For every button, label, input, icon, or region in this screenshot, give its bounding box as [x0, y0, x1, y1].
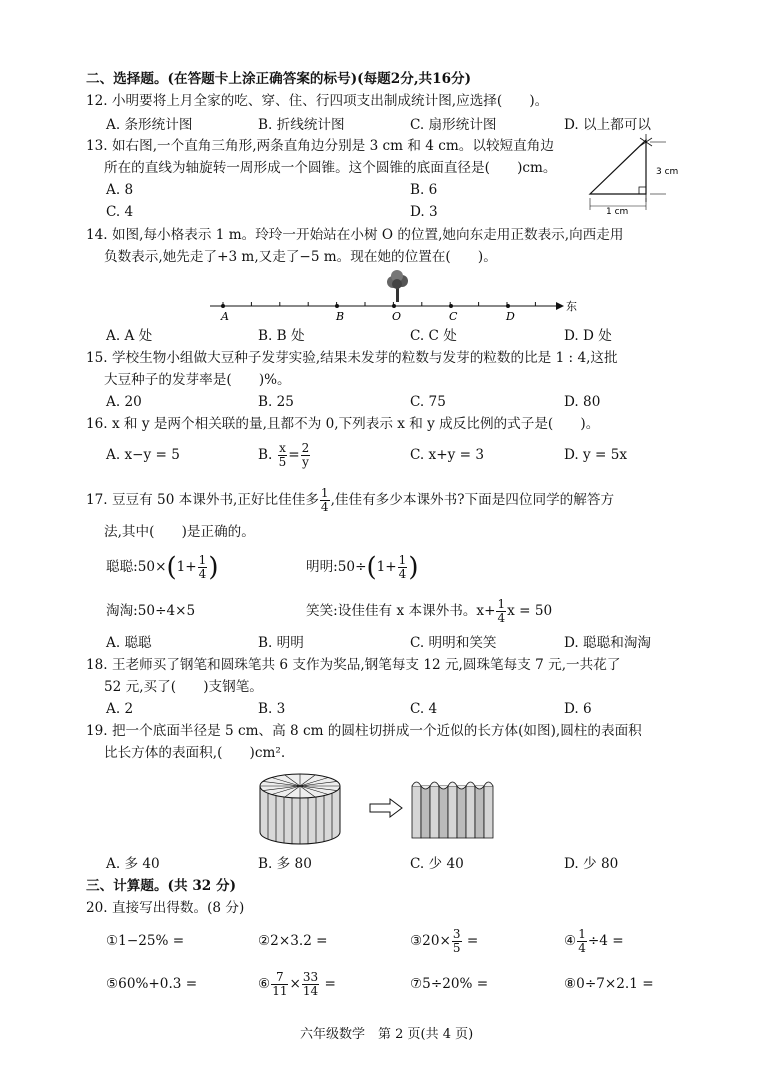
option-d: D. 聪聪和淘淘 — [564, 635, 652, 651]
expr-part: ⑥ — [258, 976, 271, 992]
option-b: B. 25 — [258, 394, 294, 410]
question-17-line1 — [86, 483, 614, 517]
option-a: A. 聪聪 — [106, 635, 152, 651]
fraction — [301, 442, 311, 469]
point-marker — [449, 304, 453, 308]
fraction — [452, 928, 462, 955]
fraction — [198, 554, 208, 581]
question-15-line2: 大豆种子的发芽率是( )%。 — [104, 372, 291, 388]
east-label: 东 — [566, 300, 577, 313]
option-a: A. 20 — [106, 394, 142, 410]
fraction — [278, 442, 288, 469]
question-12: 12. 小明要将上月全家的吃、穿、住、行四项支出制成统计图,应选择( )。 — [86, 93, 549, 109]
numerator: 1 — [320, 486, 329, 500]
denominator: 4 — [198, 567, 207, 581]
option-d: D. 少 80 — [564, 856, 619, 872]
cuboid-slice — [430, 786, 439, 838]
cuboid — [412, 782, 493, 838]
solution-mingming — [306, 550, 418, 584]
question-18-line1: 18. 王老师买了钢笔和圆珠笔共 6 支作为奖品,钢笔每支 12 元,圆珠笔每支 7 元,一共花了 — [86, 657, 621, 673]
denominator: 5 — [452, 941, 461, 955]
cuboid-slice — [457, 786, 466, 838]
point-d: D — [506, 310, 515, 323]
option-a: A. 8 — [106, 182, 134, 198]
numerator: 1 — [497, 597, 506, 611]
expr-part: ④ — [564, 933, 577, 949]
denominator: 4 — [320, 500, 329, 514]
question-13-line1: 13. 如右图,一个直角三角形,两条直角边分别是 3 cm 和 4 cm。以较短直角边 — [86, 138, 554, 154]
paren: ( — [166, 552, 177, 583]
expression-5: ⑤60%+0.3 = — [106, 976, 198, 992]
cuboid-slice — [466, 786, 475, 838]
fraction — [496, 598, 506, 625]
option-b: B. 折线统计图 — [258, 117, 345, 133]
option-c: C. 4 — [106, 204, 134, 220]
option-d: D. y = 5x — [564, 447, 628, 463]
denominator: 5 — [278, 455, 287, 469]
solution-name: 明明:50÷ — [306, 559, 367, 575]
cuboid-slice — [448, 786, 457, 838]
equation-part: x+ — [476, 603, 496, 619]
option-b: B. 3 — [258, 701, 286, 717]
question-15-line1: 15. 学校生物小组做大豆种子发芽实验,结果未发芽的粒数与发芽的粒数的比是 1 : 4,这批 — [86, 350, 618, 366]
number-line — [200, 268, 590, 324]
question-18-line2: 52 元,买了( )支钢笔。 — [104, 679, 263, 695]
option-d: D. 6 — [564, 701, 592, 717]
cuboid-slice-top — [412, 782, 421, 786]
height-label: 3 cm — [656, 167, 679, 177]
expr-part: ③20× — [410, 933, 451, 949]
option-c: C. C 处 — [410, 328, 457, 344]
arrow-icon — [370, 799, 402, 817]
option-d: D. 80 — [564, 394, 601, 410]
cuboid-slice — [439, 786, 448, 838]
denominator: 4 — [578, 941, 586, 955]
option-c: C. 扇形统计图 — [410, 117, 497, 133]
denominator: 14 — [302, 984, 319, 998]
question-14-line1: 14. 如图,每小格表示 1 m。玲玲一开始站在小树 O 的位置,她向东走用正数表示,向西走用 — [86, 227, 624, 243]
solution-congcong — [106, 550, 218, 584]
option-c: C. x+y = 3 — [410, 447, 484, 463]
point-marker — [221, 304, 225, 308]
solution-text: 笑笑:设佳佳有 x 本课外书。 — [306, 603, 477, 619]
expression-8: ⑧0÷7×2.1 = — [564, 976, 654, 992]
option-a: A. 2 — [106, 701, 134, 717]
numerator: x — [279, 441, 286, 455]
section-title: 三、计算题。(共 32 分) — [86, 878, 236, 894]
option-d: D. 3 — [410, 204, 438, 220]
cylinder-to-cuboid-figure — [256, 768, 516, 848]
numerator: 2 — [301, 441, 310, 455]
cylinder — [260, 774, 340, 844]
inner-expr: 1+ — [176, 559, 197, 575]
question-19-line1: 19. 把一个底面半径是 5 cm、高 8 cm 的圆柱切拼成一个近似的长方体(如图),圆柱的表面积 — [86, 723, 642, 739]
solution-taotao: 淘淘:50÷4×5 — [106, 603, 196, 619]
equation-part: x = 50 — [507, 603, 553, 619]
option-d: D. 以上都可以 — [564, 117, 652, 133]
question-19-line2: 比长方体的表面积,( )cm². — [104, 745, 286, 761]
point-b: B — [336, 310, 345, 323]
cuboid-slice-top — [466, 782, 475, 786]
point-o: O — [392, 310, 402, 323]
option-b: B. B 处 — [258, 328, 305, 344]
expression-4 — [564, 924, 624, 958]
fraction — [577, 928, 587, 955]
section-title: 二、选择题。(在答题卡上涂正确答案的标号)(每题2分,共16分) — [86, 71, 472, 87]
fraction — [398, 554, 408, 581]
cuboid-slice-top — [430, 782, 439, 786]
tree-icon — [387, 270, 408, 302]
expr-part: = — [462, 933, 479, 949]
numerator: 1 — [398, 553, 407, 567]
point-c: C — [449, 310, 458, 323]
cuboid-slice-top — [484, 782, 493, 786]
question-17-line2: 法,其中( )是正确的。 — [104, 524, 255, 540]
option-d: D. D 处 — [564, 328, 612, 344]
numerator: 33 — [302, 970, 319, 984]
question-16: 16. x 和 y 是两个相关联的量,且都不为 0,下列表示 x 和 y 成反比例的式子是( )。 — [86, 416, 600, 432]
point-marker — [392, 304, 396, 308]
option-c: C. 75 — [410, 394, 446, 410]
cuboid-slice — [421, 786, 430, 838]
option-b: B. 6 — [410, 182, 438, 198]
inner-expr: 1+ — [376, 559, 397, 575]
option-c: C. 4 — [410, 701, 438, 717]
denominator: 4 — [497, 611, 506, 625]
cuboid-slice — [484, 786, 493, 838]
paren: ) — [208, 552, 219, 583]
paren: ( — [366, 552, 377, 583]
expr-part: ÷4 = — [587, 933, 624, 949]
option-b: B. 明明 — [258, 635, 304, 651]
fraction — [320, 487, 330, 514]
expression-3 — [410, 924, 478, 958]
option-b-prefix: B. — [258, 447, 273, 463]
fraction — [271, 971, 288, 998]
point-a: A — [221, 310, 229, 323]
expression-2: ②2×3.2 = — [258, 933, 328, 949]
option-b: B. $\frac{x}{5}$ = $\frac{2}{y}$ — [258, 441, 310, 469]
stem-part: ,佳佳有多少本课外书?下面是四位同学的解答方 — [330, 492, 615, 508]
expression-6: ⑥ $\frac{7}{11}$ × $\frac{33}{14}$ = — [258, 970, 336, 998]
option-a: A. x−y = 5 — [106, 447, 180, 463]
point-marker — [506, 304, 510, 308]
numerator: 3 — [452, 927, 461, 941]
solution-xiaoxiao — [306, 594, 552, 628]
question-20: 20. 直接写出得数。(8 分) — [86, 900, 245, 916]
denominator: 4 — [398, 567, 407, 581]
option-c: C. 少 40 — [410, 856, 464, 872]
numerator: 1 — [198, 553, 207, 567]
expression-1: ①1−25% = — [106, 933, 185, 949]
question-14-line2: 负数表示,她先走了+3 m,又走了−5 m。现在她的位置在( )。 — [104, 249, 497, 265]
cuboid-slice — [475, 786, 484, 838]
numerator: 7 — [271, 971, 288, 985]
base-label: 1 cm — [606, 207, 629, 217]
expression-7: ⑦5÷20% = — [410, 976, 489, 992]
cuboid-slice — [412, 786, 421, 838]
option-b: B. 多 80 — [258, 856, 312, 872]
fraction — [302, 971, 319, 998]
denominator: y — [302, 455, 309, 469]
paren: ) — [408, 552, 419, 583]
point-marker — [335, 304, 339, 308]
page-footer: 六年级数学 第 2 页(共 4 页) — [300, 1027, 474, 1042]
numerator: 1 — [578, 927, 586, 941]
option-a: A. 多 40 — [106, 856, 160, 872]
question-13-line2: 所在的直线为轴旋转一周形成一个圆锥。这个圆锥的底面直径是( )cm。 — [104, 160, 557, 176]
denominator: 11 — [272, 984, 288, 998]
expr-part: = — [320, 976, 336, 992]
option-a: A. 条形统计图 — [106, 117, 193, 133]
stem-part: 17. 豆豆有 50 本课外书,正好比佳佳多 — [86, 492, 319, 508]
solution-name: 聪聪:50× — [106, 559, 167, 575]
cuboid-slice-top — [448, 782, 457, 786]
triangle-figure — [584, 132, 694, 224]
option-a: A. A 处 — [106, 328, 153, 344]
option-c: C. 明明和笑笑 — [410, 635, 497, 651]
